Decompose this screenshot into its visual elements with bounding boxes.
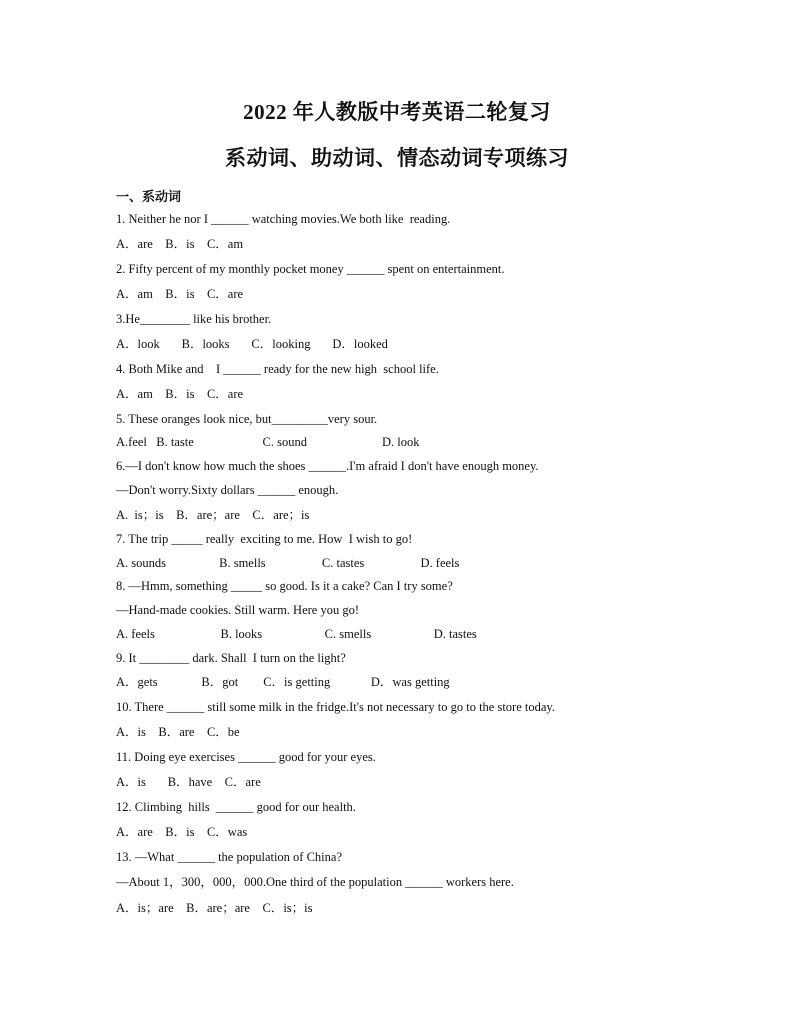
answer-options: A.feel B. taste C. sound D. look: [116, 435, 420, 449]
answer-options: A．look B．looks C．looking D．looked: [116, 337, 388, 351]
answer-options: A．are B．is C．am: [116, 237, 244, 251]
question-line: 4. Both Mike and I ______ ready for the new high school life.: [116, 362, 439, 376]
question-line: 9. It ________ dark. Shall I turn on the light?: [116, 651, 346, 665]
answer-options: A. sounds B. smells C. tastes D. feels: [116, 556, 460, 570]
answer-options: A．am B．is C．are: [116, 387, 244, 401]
question-line: —Don't worry.Sixty dollars ______ enough.: [116, 483, 339, 497]
question-line: —About 1，300，000，000.One third of the population ______ workers here.: [116, 875, 514, 889]
answer-options: A．is B．have C．are: [116, 775, 261, 789]
question-line: 10. There ______ still some milk in the fridge.It's not necessary to go to the store today.: [116, 700, 555, 714]
answer-options: A．is B．are C．be: [116, 725, 240, 739]
question-line: 7. The trip _____ really exciting to me. How I wish to go!: [116, 532, 413, 546]
question-line: 12. Climbing hills ______ good for our health.: [116, 800, 356, 814]
answer-options: A．are B．is C．was: [116, 825, 248, 839]
question-line: 1. Neither he nor I ______ watching movies.We both like reading.: [116, 212, 451, 226]
section-heading: 一、系动词: [116, 189, 182, 204]
question-line: 2. Fifty percent of my monthly pocket money ______ spent on entertainment.: [116, 262, 505, 276]
answer-options: A. feels B. looks C. smells D. tastes: [116, 627, 477, 641]
answer-options: A．is；are B．are；are C．is；is: [116, 901, 313, 915]
document-subtitle: 系动词、助动词、情态动词专项练习: [225, 146, 569, 170]
question-line: —Hand-made cookies. Still warm. Here you go!: [116, 603, 359, 617]
question-line: 8. —Hmm, something _____ so good. Is it a cake? Can I try some?: [116, 579, 453, 593]
document-title: 2022 年人教版中考英语二轮复习: [243, 100, 551, 124]
answer-options: A．gets B．got C．is getting D．was getting: [116, 675, 450, 689]
answer-options: A. is；is B．are；are C．are；is: [116, 508, 310, 522]
question-line: 6.—I don't know how much the shoes ______.I'm afraid I don't have enough money.: [116, 459, 539, 473]
question-line: 11. Doing eye exercises ______ good for your eyes.: [116, 750, 376, 764]
question-line: 3.He________ like his brother.: [116, 312, 272, 326]
question-line: 5. These oranges look nice, but_________very sour.: [116, 412, 378, 426]
answer-options: A．am B．is C．are: [116, 287, 244, 301]
question-line: 13. —What ______ the population of China?: [116, 850, 343, 864]
